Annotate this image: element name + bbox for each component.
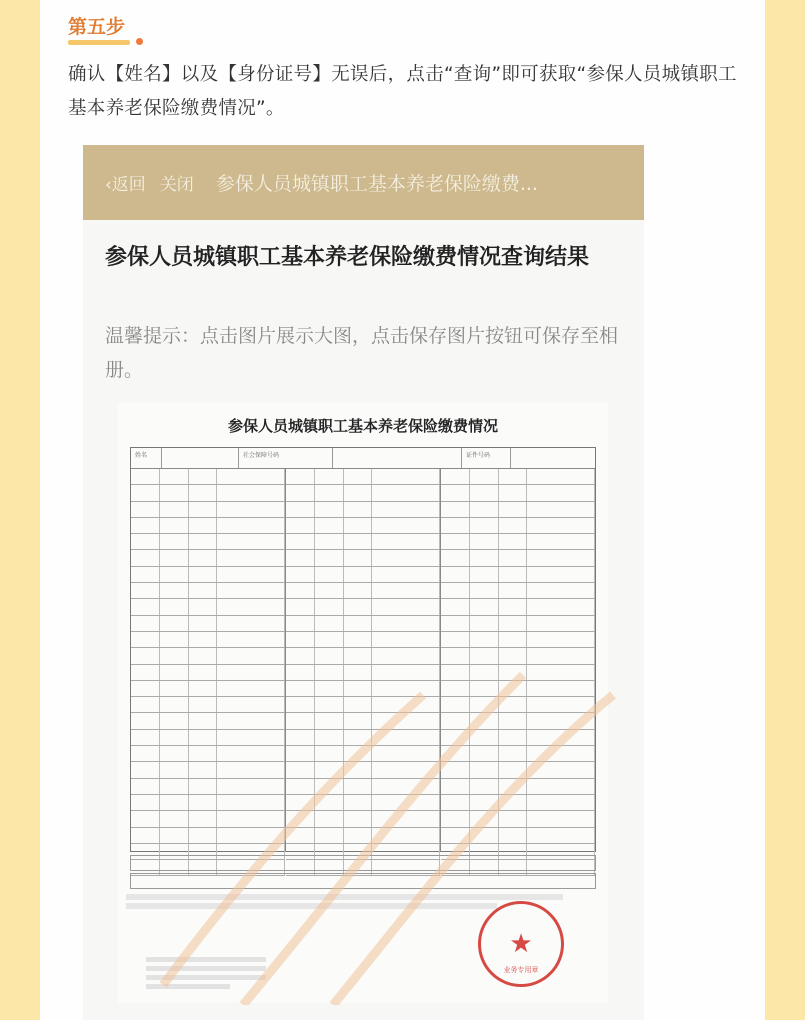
table-row (286, 502, 440, 518)
table-columns (131, 469, 595, 852)
table-row (131, 469, 285, 485)
nav-title: 参保人员城镇职工基本养老保险缴费... (215, 173, 538, 195)
table-row (286, 534, 440, 550)
table-row (286, 469, 440, 485)
table-row (131, 567, 285, 583)
table-row (131, 713, 285, 729)
table-row (286, 518, 440, 534)
table-row (131, 485, 285, 501)
payment-table (130, 447, 596, 852)
table-row (286, 616, 440, 632)
tip-text: 温馨提示：点击图片展示大图，点击保存图片按钮可保存至相册。 (105, 325, 619, 381)
official-seal: ★ 业务专用章 (478, 901, 564, 987)
table-row (441, 648, 595, 664)
table-row (441, 811, 595, 827)
table-row (286, 779, 440, 795)
table-row (131, 534, 285, 550)
result-document-image[interactable] (118, 403, 608, 1003)
table-row (441, 779, 595, 795)
table-row (286, 485, 440, 501)
table-row (441, 713, 595, 729)
table-row (131, 550, 285, 566)
table-column-block (286, 469, 441, 852)
document-title: 参保人员城镇职工基本养老保险缴费情况 (227, 417, 498, 435)
table-row (131, 502, 285, 518)
result-title: 参保人员城镇职工基本养老保险缴费情况查询结果 (105, 245, 590, 270)
table-row (286, 583, 440, 599)
table-row (286, 681, 440, 697)
table-row (286, 550, 440, 566)
table-row (441, 583, 595, 599)
table-row (441, 828, 595, 844)
table-row (441, 681, 595, 697)
screenshot-image (83, 145, 644, 1020)
table-row (131, 762, 285, 778)
table-row (441, 795, 595, 811)
table-row (131, 648, 285, 664)
table-row (286, 795, 440, 811)
table-row (286, 567, 440, 583)
step-title: 第五步 (68, 16, 126, 38)
table-row (131, 811, 285, 827)
nav-close-button[interactable]: 关闭 (159, 175, 194, 195)
table-row (441, 534, 595, 550)
table-row (131, 828, 285, 844)
table-row (131, 599, 285, 615)
table-row (441, 550, 595, 566)
table-column-block (441, 469, 595, 852)
table-row (131, 730, 285, 746)
table-row (286, 697, 440, 713)
table-footer (130, 853, 596, 887)
table-row (441, 567, 595, 583)
table-row (441, 730, 595, 746)
table-row (286, 713, 440, 729)
table-row (441, 616, 595, 632)
table-row (441, 502, 595, 518)
step-dot (136, 38, 143, 45)
table-row (286, 730, 440, 746)
table-row (286, 599, 440, 615)
header-cert: 证件号码 (462, 448, 511, 468)
step-underline (68, 40, 130, 45)
document-lower-note (146, 953, 266, 993)
table-header (131, 448, 595, 469)
table-column-block (131, 469, 286, 852)
table-row (441, 518, 595, 534)
table-row (441, 469, 595, 485)
table-row (441, 762, 595, 778)
table-row (131, 665, 285, 681)
table-row (286, 665, 440, 681)
table-row (441, 632, 595, 648)
table-row (131, 632, 285, 648)
table-row (131, 583, 285, 599)
table-row (286, 762, 440, 778)
table-row (131, 518, 285, 534)
table-row (441, 697, 595, 713)
table-row (286, 746, 440, 762)
header-social-id: 社会保障号码 (239, 448, 333, 468)
table-row (441, 485, 595, 501)
header-name: 姓名 (131, 448, 162, 468)
table-row (286, 811, 440, 827)
table-row (131, 616, 285, 632)
nav-back-button[interactable]: ‹返回 (105, 175, 146, 195)
table-row (286, 828, 440, 844)
table-row (441, 599, 595, 615)
table-row (131, 697, 285, 713)
step-description: 确认【姓名】以及【身份证号】无误后，点击“查询”即可获取“参保人员城镇职工基本养老保险缴费情况”。 (68, 64, 737, 119)
table-row (286, 648, 440, 664)
table-row (286, 632, 440, 648)
table-row (131, 795, 285, 811)
table-row (131, 681, 285, 697)
app-navbar (83, 145, 644, 220)
table-row (131, 746, 285, 762)
table-row (441, 746, 595, 762)
table-row (441, 665, 595, 681)
table-row (131, 779, 285, 795)
